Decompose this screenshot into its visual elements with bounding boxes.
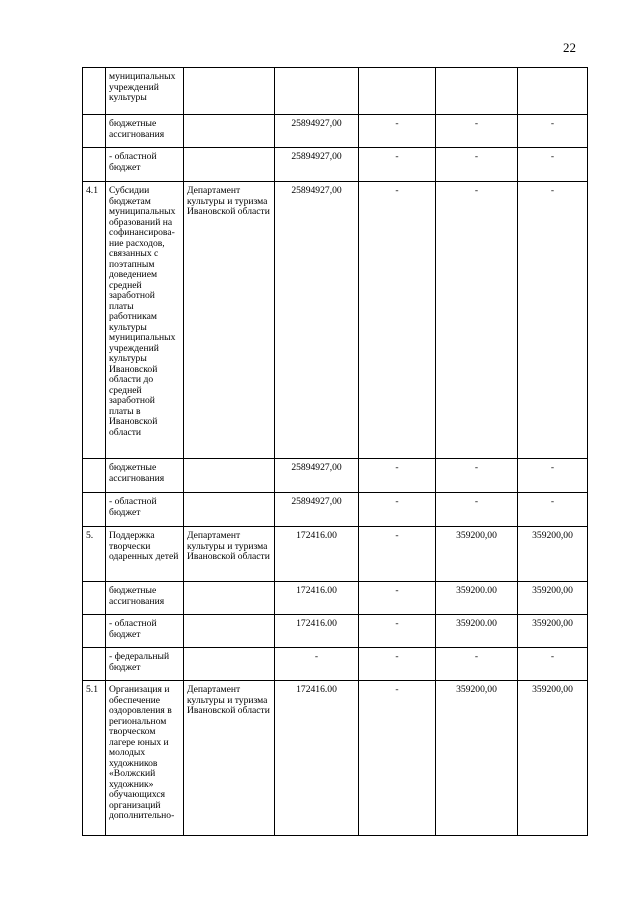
- table-row: [83, 582, 588, 615]
- amount-cell-4: 359200,00: [518, 615, 588, 648]
- table-row: [83, 648, 588, 681]
- table-row: [83, 148, 588, 182]
- amount-cell-1: 25894927,00: [275, 115, 359, 148]
- executor-cell: [184, 582, 275, 615]
- amount-cell-1: 25894927,00: [275, 459, 359, 493]
- amount-cell-4: -: [518, 459, 588, 493]
- amount-cell-3: -: [436, 148, 518, 182]
- amount-cell-1: [275, 68, 359, 115]
- row-number-cell: 4.1: [83, 182, 106, 459]
- amount-cell-1: 172416.00: [275, 681, 359, 836]
- item-name-cell: Поддержка творчески одаренных детей: [106, 527, 184, 582]
- row-number-cell: 5.1: [83, 681, 106, 836]
- executor-cell: [184, 459, 275, 493]
- amount-cell-2: -: [359, 148, 436, 182]
- row-number-cell: 5.: [83, 527, 106, 582]
- amount-cell-2: -: [359, 182, 436, 459]
- amount-cell-2: -: [359, 681, 436, 836]
- executor-cell: [184, 115, 275, 148]
- amount-cell-4: 359200,00: [518, 681, 588, 836]
- executor-cell: [184, 648, 275, 681]
- item-name-cell: - областной бюджет: [106, 493, 184, 527]
- amount-cell-2: -: [359, 459, 436, 493]
- amount-cell-4: -: [518, 648, 588, 681]
- row-number-cell: [83, 68, 106, 115]
- amount-cell-3: -: [436, 115, 518, 148]
- row-number-cell: [83, 493, 106, 527]
- amount-cell-3: -: [436, 182, 518, 459]
- amount-cell-3: -: [436, 648, 518, 681]
- executor-cell: Департамент культуры и туризма Ивановской области: [184, 681, 275, 836]
- amount-cell-4: -: [518, 182, 588, 459]
- table-body: [83, 68, 588, 836]
- amount-cell-2: [359, 68, 436, 115]
- amount-cell-2: -: [359, 615, 436, 648]
- amount-cell-1: 25894927,00: [275, 148, 359, 182]
- amount-cell-4: -: [518, 148, 588, 182]
- item-name-cell: Субсидии бюджетам муниципальных образований на софинансирова-ние расходов, связанных с поэтапным доведением средней заработной платы работникам культуры муниципальных учреждений культуры Ивановской области до средней заработной платы в Ивановской области: [106, 182, 184, 459]
- table-row: [83, 681, 588, 836]
- amount-cell-3: 359200,00: [436, 527, 518, 582]
- amount-cell-1: 172416.00: [275, 582, 359, 615]
- amount-cell-1: 25894927,00: [275, 493, 359, 527]
- amount-cell-4: -: [518, 115, 588, 148]
- item-name-cell: муниципальных учреждений культуры: [106, 68, 184, 115]
- table-row: [83, 459, 588, 493]
- executor-cell: [184, 615, 275, 648]
- row-number-cell: [83, 582, 106, 615]
- amount-cell-1: 25894927,00: [275, 182, 359, 459]
- amount-cell-1: -: [275, 648, 359, 681]
- amount-cell-1: 172416.00: [275, 527, 359, 582]
- item-name-cell: - областной бюджет: [106, 148, 184, 182]
- table-row: [83, 68, 588, 115]
- row-number-cell: [83, 648, 106, 681]
- executor-cell: Департамент культуры и туризма Ивановской области: [184, 527, 275, 582]
- table-row: [83, 527, 588, 582]
- amount-cell-1: 172416.00: [275, 615, 359, 648]
- amount-cell-3: 359200,00: [436, 681, 518, 836]
- budget-table: [82, 67, 588, 836]
- executor-cell: [184, 68, 275, 115]
- amount-cell-4: 359200,00: [518, 582, 588, 615]
- amount-cell-2: -: [359, 527, 436, 582]
- amount-cell-2: -: [359, 493, 436, 527]
- table-row: [83, 115, 588, 148]
- amount-cell-3: 359200.00: [436, 582, 518, 615]
- executor-cell: Департамент культуры и туризма Ивановской области: [184, 182, 275, 459]
- amount-cell-3: -: [436, 493, 518, 527]
- item-name-cell: бюджетные ассигнования: [106, 582, 184, 615]
- executor-cell: [184, 148, 275, 182]
- table-row: [83, 182, 588, 459]
- amount-cell-2: -: [359, 582, 436, 615]
- table-row: [83, 493, 588, 527]
- amount-cell-4: -: [518, 493, 588, 527]
- table-row: [83, 615, 588, 648]
- row-number-cell: [83, 115, 106, 148]
- amount-cell-3: [436, 68, 518, 115]
- amount-cell-3: 359200.00: [436, 615, 518, 648]
- amount-cell-3: -: [436, 459, 518, 493]
- item-name-cell: Организация и обеспечение оздоровления в региональном творческом лагере юных и молодых художников «Волжский художник» обучающихся организаций дополнительно-: [106, 681, 184, 836]
- item-name-cell: - областной бюджет: [106, 615, 184, 648]
- amount-cell-4: 359200,00: [518, 527, 588, 582]
- amount-cell-2: -: [359, 648, 436, 681]
- item-name-cell: - федеральный бюджет: [106, 648, 184, 681]
- item-name-cell: бюджетные ассигнования: [106, 115, 184, 148]
- amount-cell-2: -: [359, 115, 436, 148]
- item-name-cell: бюджетные ассигнования: [106, 459, 184, 493]
- executor-cell: [184, 493, 275, 527]
- amount-cell-4: [518, 68, 588, 115]
- row-number-cell: [83, 615, 106, 648]
- row-number-cell: [83, 148, 106, 182]
- page-number: 22: [563, 40, 576, 55]
- row-number-cell: [83, 459, 106, 493]
